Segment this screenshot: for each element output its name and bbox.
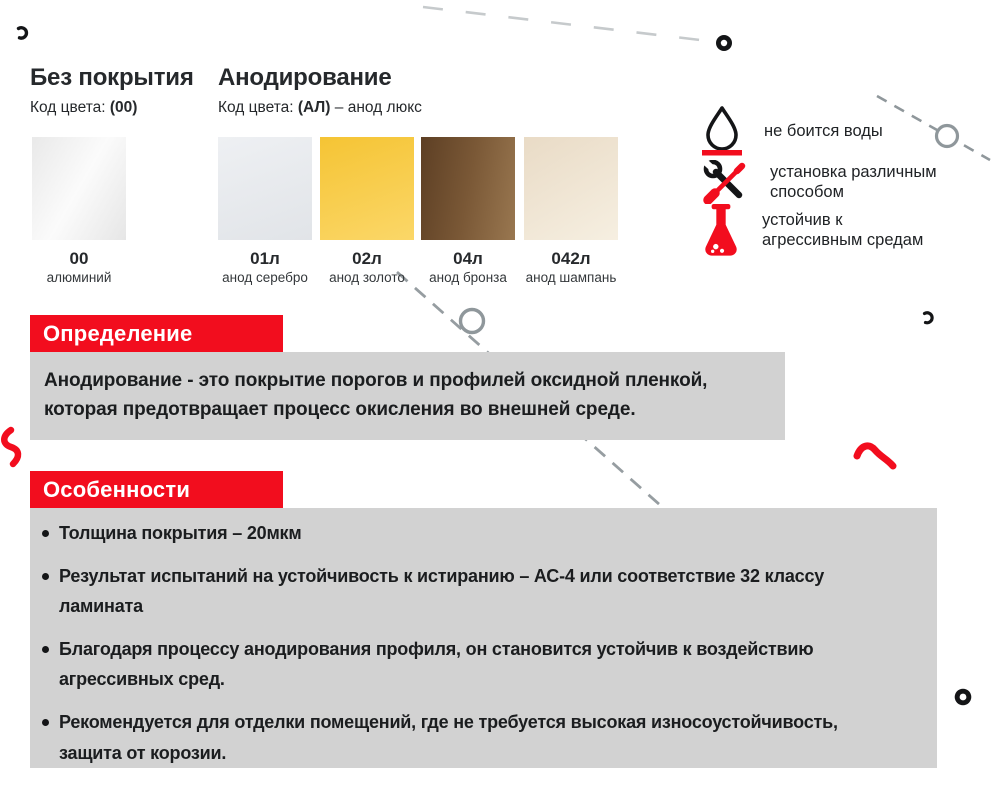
definition-text: Анодирование - это покрытие порогов и профилей оксидной пленкой, которая предотвращает процесс окисления во внешней среде.: [44, 370, 708, 421]
swatch-name: алюминий: [46, 270, 112, 285]
swatch-name: анод шампань: [525, 270, 617, 285]
uncoated-title: Без покрытия: [30, 64, 194, 91]
benefit-water-label: не боится воды: [764, 121, 883, 140]
red-squiggle-left: [4, 430, 18, 464]
arc-mid-right: [925, 313, 933, 323]
donut-dot-bottom: [955, 689, 972, 706]
features-header-tab: Особенности: [30, 471, 283, 508]
swatch-code: 02л: [352, 249, 382, 268]
swatch-04l: [421, 137, 515, 285]
bullet-dot: [42, 573, 49, 580]
feature-bullet: Толщина покрытия – 20мкм: [42, 518, 937, 549]
water-drop-icon: [702, 106, 742, 156]
features-box: [30, 508, 937, 768]
benefit-water: [702, 106, 964, 156]
swatch-code: 04л: [453, 249, 483, 268]
tools-icon: [702, 160, 748, 204]
swatch-code: 00: [69, 249, 89, 268]
definition-header-tab: Определение: [30, 315, 283, 352]
swatch-name: анод серебро: [222, 270, 308, 285]
anodizing-code-line: Код цвета: (АЛ) – анод люкс: [218, 99, 422, 116]
feature-bullet: Результат испытаний на устойчивость к истиранию – АС-4 или соответствие 32 классу ламината: [42, 561, 937, 622]
feature-bullet: Благодаря процессу анодирования профиля, он становится устойчив к воздействию агрессивных сред.: [42, 634, 937, 695]
arc-top-left: [19, 28, 27, 38]
swatch-name: анод бронза: [429, 270, 507, 285]
donut-dot-top: [716, 35, 732, 51]
swatch-04l-chip: [421, 137, 515, 240]
benefit-chem-label: устойчив к агрессивным средам: [762, 210, 924, 249]
swatch-code: 042л: [551, 249, 591, 268]
benefit-chem: [702, 204, 942, 256]
anodizing-section-header: [218, 64, 422, 117]
swatch-code: 01л: [250, 249, 280, 268]
dashed-line-top: [423, 7, 700, 40]
flask-icon: [702, 204, 740, 256]
swatch-042l: [524, 137, 618, 285]
uncoated-section-header: [30, 64, 194, 117]
swatch-01l: [218, 137, 312, 285]
red-squiggle-right: [857, 446, 893, 466]
feature-bullet: Рекомендуется для отделки помещений, где не требуется высокая износоустойчивость, защита от корозии.: [42, 707, 937, 768]
anodizing-title: Анодирование: [218, 64, 392, 91]
swatch-00: [32, 137, 126, 285]
ring-middle: [461, 310, 484, 333]
bullet-dot: [42, 646, 49, 653]
swatch-02l-chip: [320, 137, 414, 240]
definition-box: [30, 352, 785, 440]
swatch-01l-chip: [218, 137, 312, 240]
benefit-install: [702, 160, 960, 204]
bullet-dot: [42, 530, 49, 537]
swatch-00-chip: [32, 137, 126, 240]
uncoated-code-line: Код цвета: (00): [30, 99, 138, 116]
swatch-02l: [320, 137, 414, 285]
swatch-name: анод золото: [329, 270, 405, 285]
swatch-042l-chip: [524, 137, 618, 240]
bullet-dot: [42, 719, 49, 726]
benefit-install-label: установка различным способом: [770, 162, 937, 201]
